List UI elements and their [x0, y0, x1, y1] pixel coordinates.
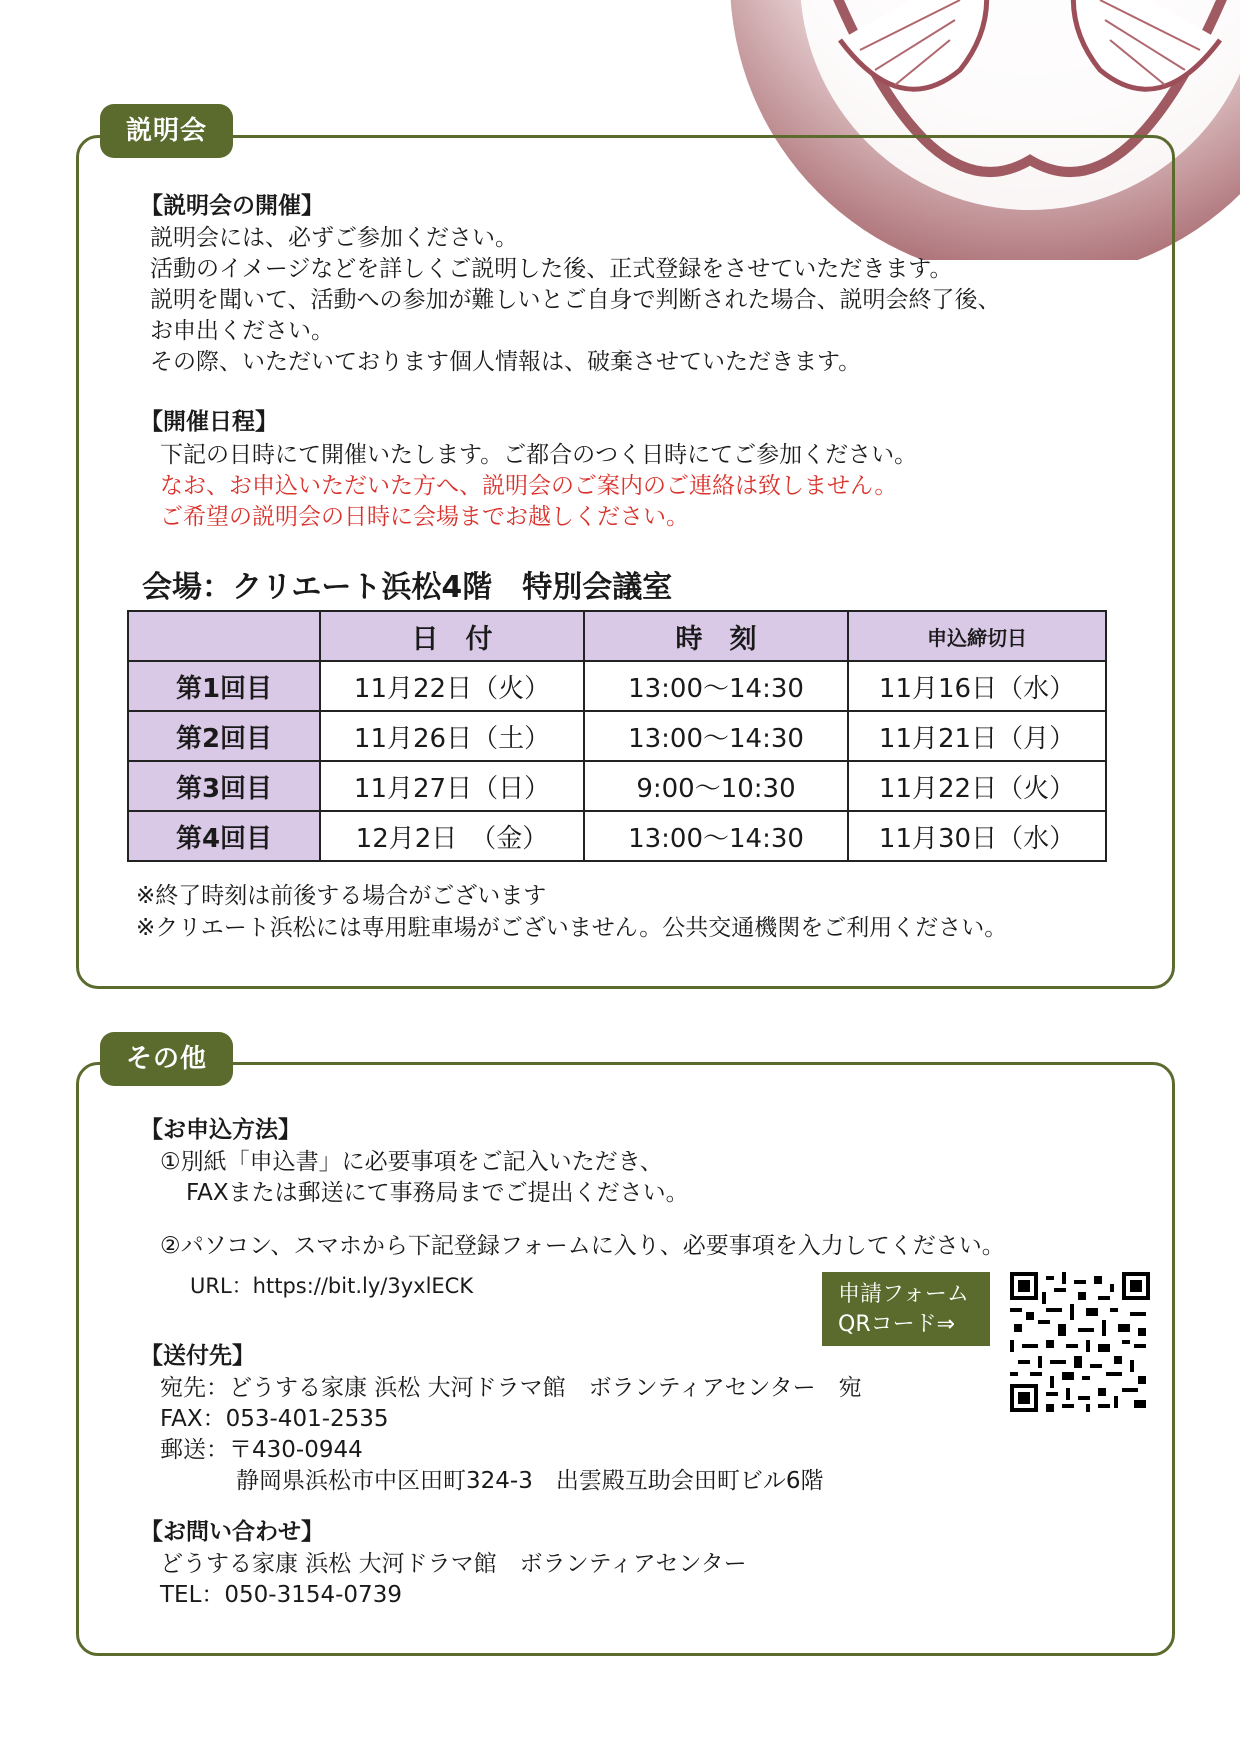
- qr-label-line-1: 申請フォーム: [838, 1282, 969, 1307]
- table-row: [128, 711, 1106, 761]
- nittei-line: 下記の日時にて開催いたします。ご都合のつく日時にてご参加ください。: [160, 442, 918, 468]
- table-row: [128, 761, 1106, 811]
- row-label: 第2回目: [128, 711, 320, 761]
- send-line-1: 宛先：どうする家康 浜松 大河ドラマ館 ボランティアセンター 宛: [160, 1375, 862, 1401]
- time-cell: 13:00～14:30: [584, 661, 848, 711]
- send-line-4: 静岡県浜松市中区田町324-3 出雲殿互助会田町ビル6階: [236, 1468, 824, 1494]
- kaisai-line-5: その際、いただいております個人情報は、破棄させていただきます。: [150, 349, 862, 375]
- apply-line-3: ②パソコン、スマホから下記登録フォームに入り、必要事項を入力してください。: [160, 1233, 1005, 1259]
- deadline-cell: 11月22日（火）: [848, 761, 1106, 811]
- apply-line-1: ①別紙「申込書」に必要事項をご記入いただき、: [160, 1149, 663, 1175]
- contact-line-1: どうする家康 浜松 大河ドラマ館 ボランティアセンター: [160, 1551, 747, 1577]
- note-line-2: ※クリエート浜松には専用駐車場がございません。公共交通機関をご利用ください。: [136, 915, 1008, 941]
- notice-red-line-2: ご希望の説明会の日時に会場までお越しください。: [160, 504, 689, 530]
- deadline-cell: 11月30日（水）: [848, 811, 1106, 861]
- other-section-tab: その他: [100, 1032, 233, 1086]
- date-cell: 11月26日（土）: [320, 711, 584, 761]
- application-form-qr-label[interactable]: [822, 1272, 990, 1346]
- venue-title: 会場：クリエート浜松4階 特別会議室: [142, 570, 673, 605]
- kaisai-line-2: 活動のイメージなどを詳しくご説明した後、正式登録をさせていただきます。: [150, 256, 953, 282]
- row-label: 第1回目: [128, 661, 320, 711]
- date-cell: 11月22日（火）: [320, 661, 584, 711]
- qr-label-line-2: QRコード⇒: [838, 1312, 956, 1337]
- contact-heading: 【お問い合わせ】: [140, 1519, 324, 1545]
- table-header-blank: [128, 611, 320, 661]
- date-cell: 12月2日 （金）: [320, 811, 584, 861]
- row-label: 第3回目: [128, 761, 320, 811]
- time-cell: 13:00～14:30: [584, 811, 848, 861]
- kaisai-line-3: 説明を聞いて、活動への参加が難しいとご自身で判断された場合、説明会終了後、: [150, 287, 1001, 313]
- time-cell: 9:00～10:30: [584, 761, 848, 811]
- table-header-deadline: 申込締切日: [848, 611, 1106, 661]
- date-cell: 11月27日（日）: [320, 761, 584, 811]
- nittei-heading: 【開催日程】: [140, 409, 278, 435]
- send-line-3: 郵送：〒430-0944: [160, 1437, 363, 1463]
- time-cell: 13:00～14:30: [584, 711, 848, 761]
- kaisai-heading: 【説明会の開催】: [140, 193, 324, 219]
- row-label: 第4回目: [128, 811, 320, 861]
- url-line[interactable]: URL：https://bit.ly/3yxlECK: [190, 1274, 474, 1298]
- send-heading: 【送付先】: [140, 1343, 255, 1369]
- deadline-cell: 11月21日（月）: [848, 711, 1106, 761]
- apply-line-2: FAXまたは郵送にて事務局までご提出ください。: [186, 1180, 689, 1206]
- note-line-1: ※終了時刻は前後する場合がございます: [136, 883, 547, 909]
- notice-red-line-1: なお、お申込いただいた方へ、説明会のご案内のご連絡は致しません。: [160, 473, 898, 499]
- table-header-row: [128, 611, 1106, 661]
- table-header-date: 日 付: [320, 611, 584, 661]
- qr-code-icon[interactable]: [1010, 1272, 1150, 1412]
- kaisai-line-4: お申出ください。: [150, 318, 334, 344]
- deadline-cell: 11月16日（水）: [848, 661, 1106, 711]
- apply-heading: 【お申込方法】: [140, 1117, 301, 1143]
- send-line-2: FAX：053-401-2535: [160, 1406, 389, 1432]
- kaisai-line-1: 説明会には、必ずご参加ください。: [150, 225, 518, 251]
- contact-line-2: TEL：050-3154-0739: [160, 1582, 402, 1608]
- table-row: [128, 811, 1106, 861]
- table-header-time: 時 刻: [584, 611, 848, 661]
- table-row: [128, 661, 1106, 711]
- schedule-table: [127, 610, 1107, 862]
- briefing-section-tab: 説明会: [100, 104, 233, 158]
